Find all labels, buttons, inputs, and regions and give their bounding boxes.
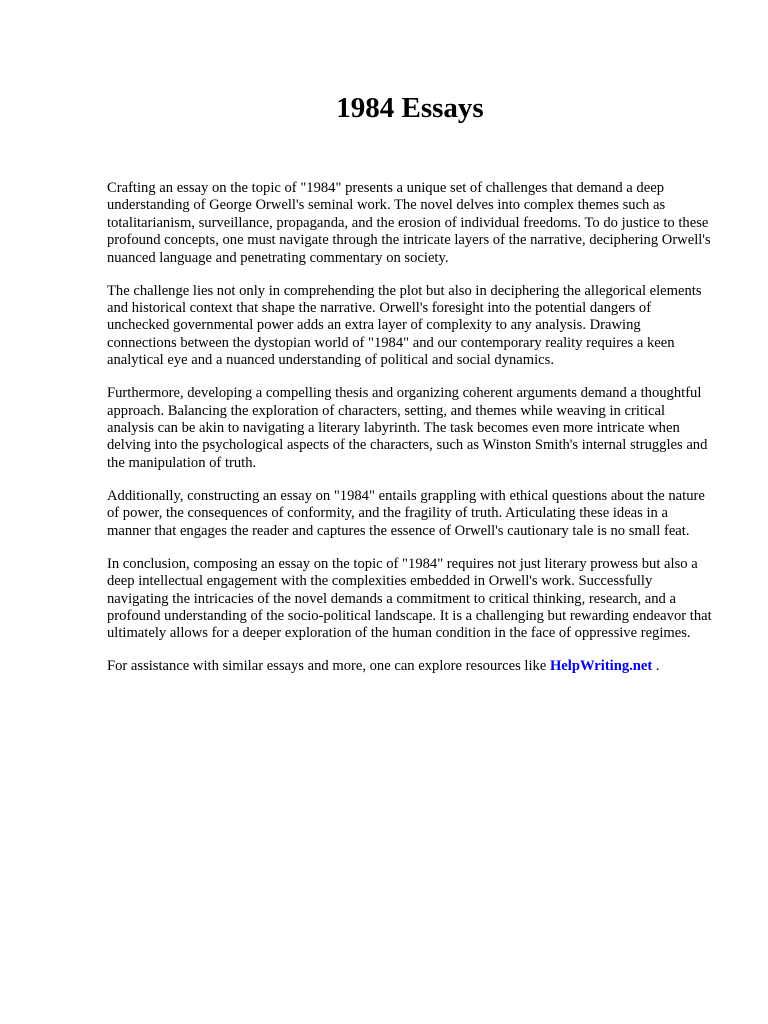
- closing-text: For assistance with similar essays and more, one can explore resources like: [107, 658, 550, 675]
- paragraph-3: Furthermore, developing a compelling thesis and organizing coherent arguments demand a thoughtful approach. Balancing the exploration of characters, setting, and themes while weaving in critical analysis can be akin to navigating a literary labyrinth. The task becomes even more intricate when delving into the psychological aspects of the characters, such as Winston Smith's internal struggles and the manipulation of truth.: [107, 385, 708, 471]
- essay-body: [107, 180, 713, 691]
- helpwriting-link[interactable]: HelpWriting.net: [549, 658, 653, 675]
- paragraph-1: Crafting an essay on the topic of "1984" presents a unique set of challenges that demand a deep understanding of George Orwell's seminal work. The novel delves into complex themes such as totalitarianism, surveillance, propaganda, and the erosion of individual freedoms. To do justice to these profound concepts, one must navigate through the intricate layers of the narrative, deciphering Orwell's nuanced language and penetrating commentary on society.: [107, 180, 711, 266]
- paragraph-5: In conclusion, composing an essay on the topic of "1984" requires not just literary prowess but also a deep intellectual engagement with the complexities embedded in Orwell's work. Successfully navigating the intricacies of the novel demands a commitment to critical thinking, research, and a profound understanding of the socio-political landscape. It is a challenging but rewarding endeavor that ultimately allows for a deeper exploration of the human condition in the face of oppressive regimes.: [107, 555, 712, 642]
- paragraph-4: Additionally, constructing an essay on "1984" entails grappling with ethical questions about the nature of power, the consequences of conformity, and the fragility of truth. Articulating these ideas in a manner that engages the reader and captures the essence of Orwell's cautionary tale is no small feat.: [107, 487, 705, 539]
- paragraph-2: The challenge lies not only in comprehending the plot but also in deciphering the allegorical elements and historical context that shape the narrative. Orwell's foresight into the potential dangers of unchecked governmental power adds an extra layer of complexity to any analysis. Drawing connections between the dystopian world of "1984" and our contemporary reality requires a keen analytical eye and a nuanced understanding of political and social dynamics.: [107, 282, 702, 369]
- page-title: 1984 Essays: [336, 92, 484, 124]
- closing-period: .: [652, 658, 660, 675]
- closing-paragraph: [107, 658, 713, 675]
